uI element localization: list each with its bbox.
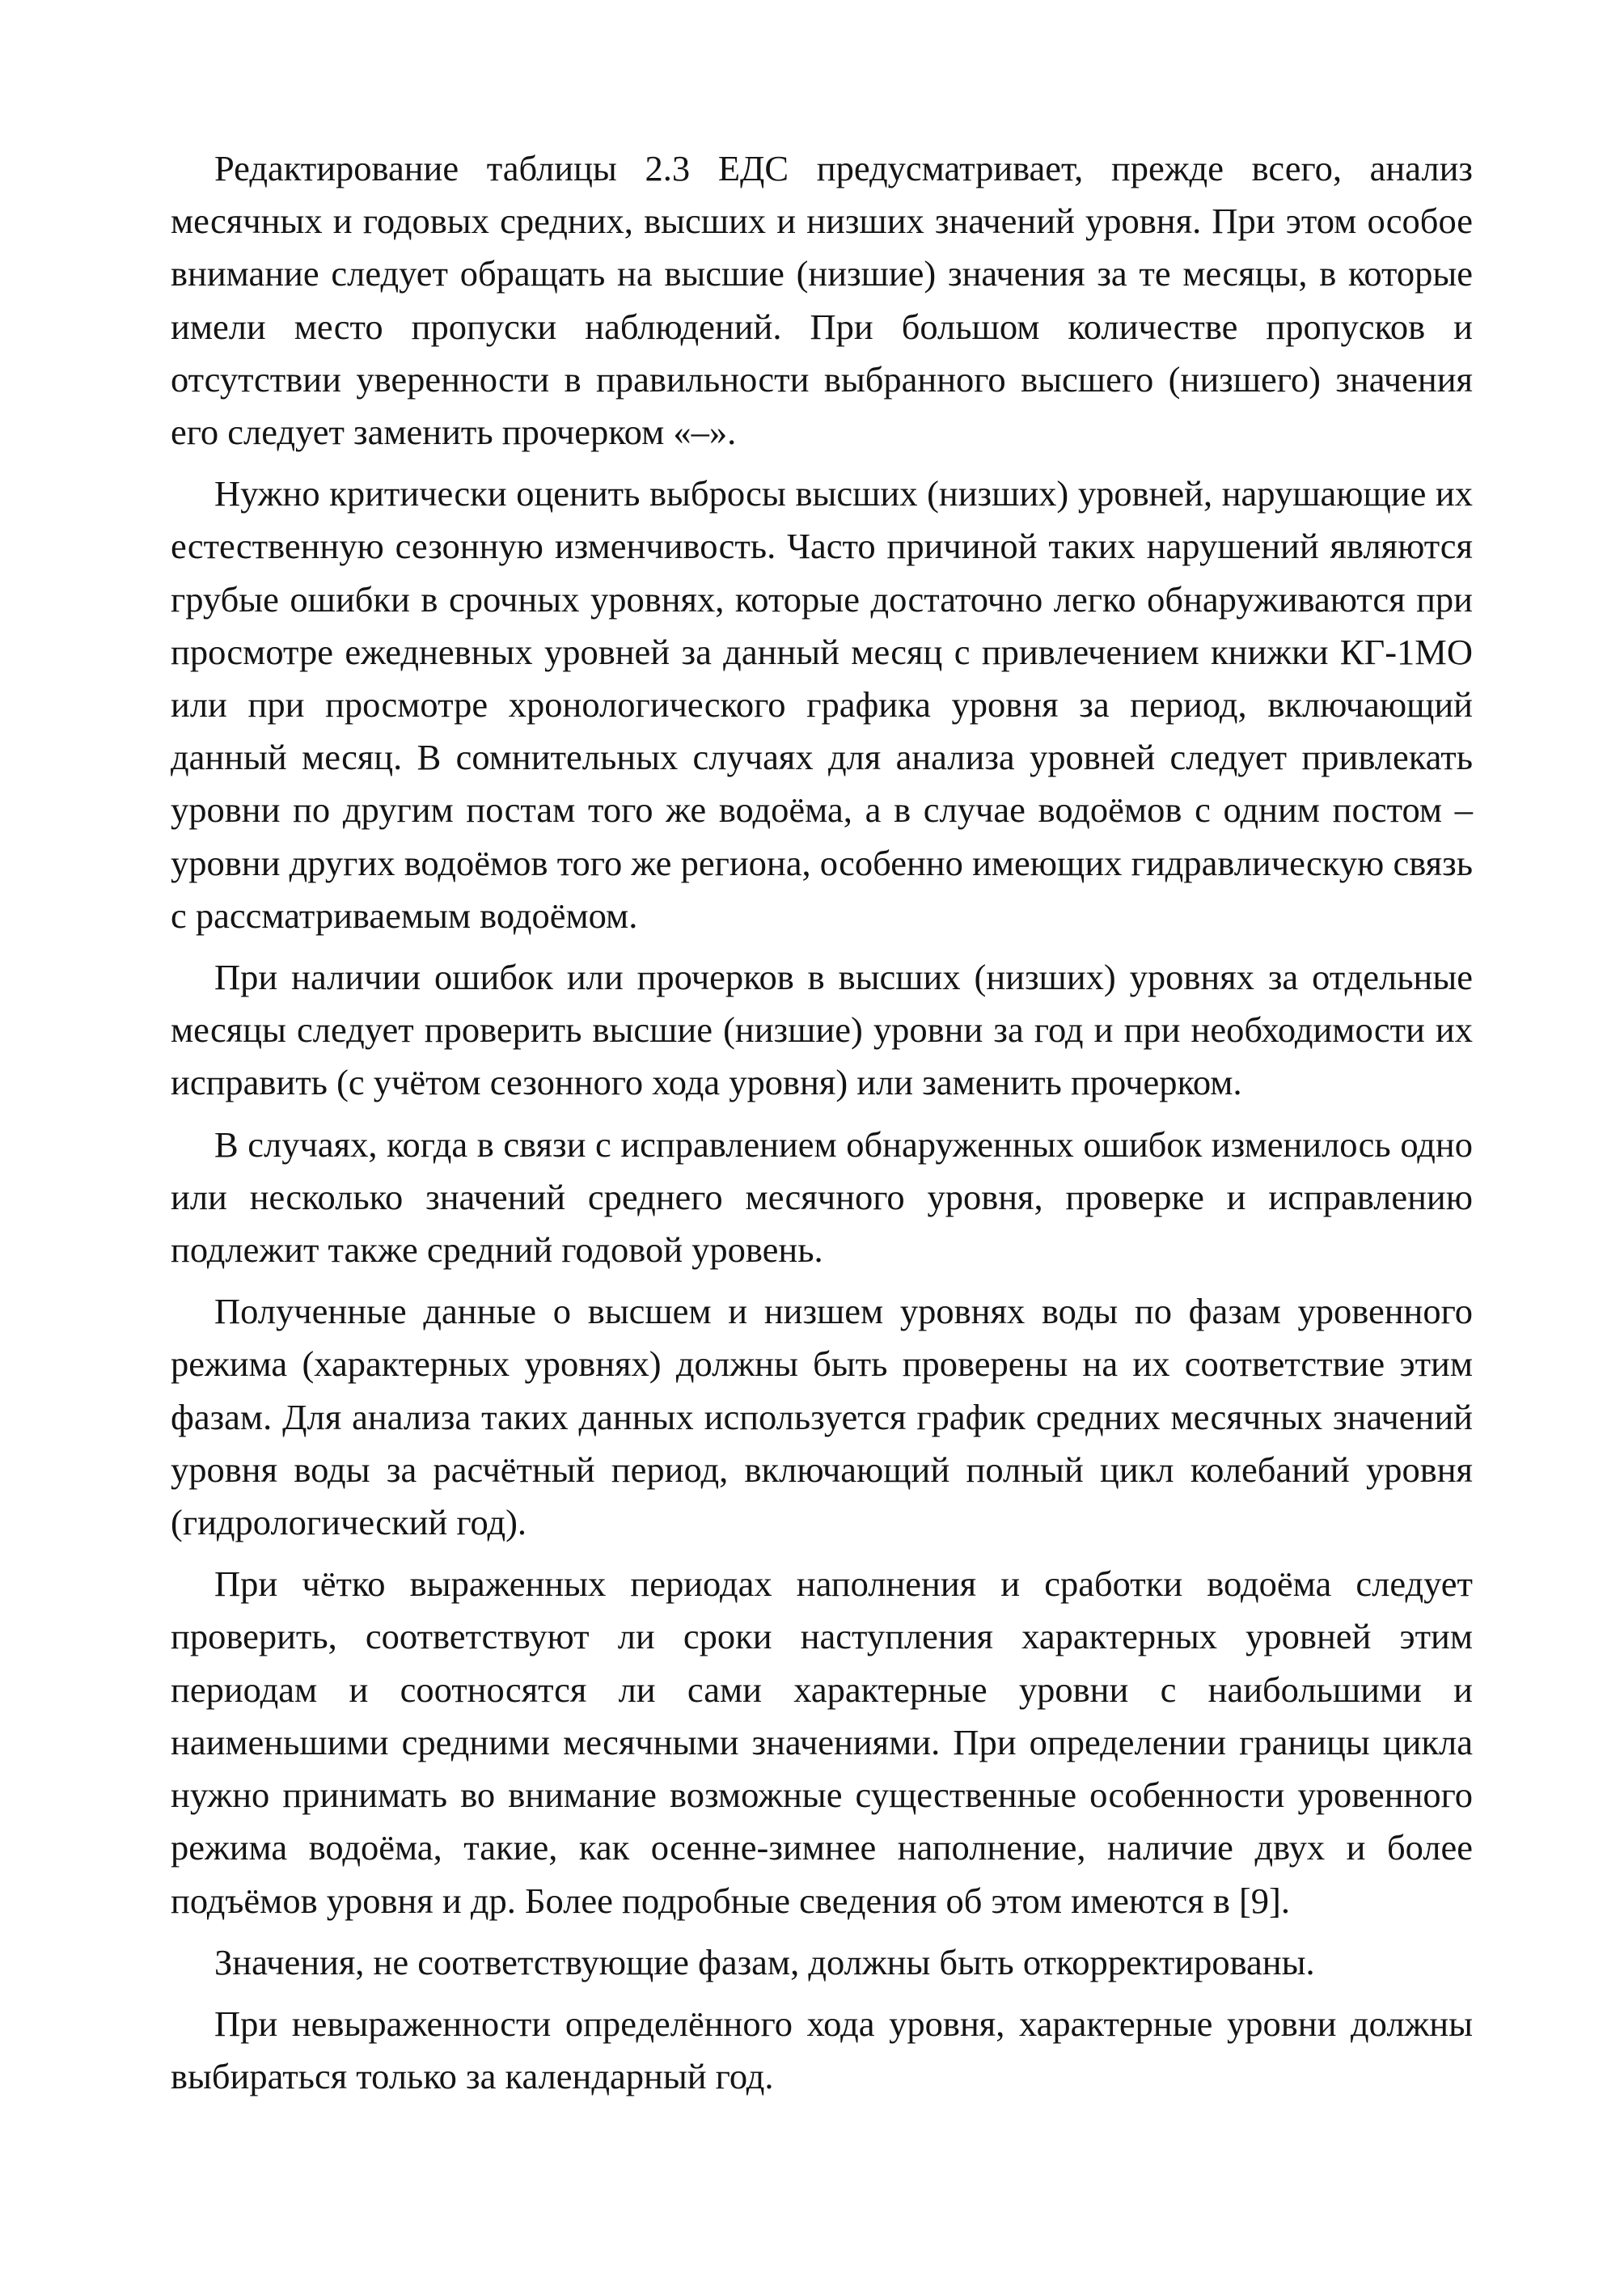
paragraph-8: При невыраженности определённого хода уровня, характерные уровни должны выбираться только за календарный год. bbox=[171, 2003, 1473, 2097]
paragraph-3: При наличии ошибок или прочерков в высших (низших) уровнях за отдельные месяцы следует проверить высшие (низшие) уровни за год и при необходимости их исправить (с учётом сезонного хода уровня) или заменить прочерком. bbox=[171, 957, 1473, 1103]
body-text bbox=[171, 142, 1473, 2112]
paragraph-7: Значения, не соответствующие фазам, должны быть откорректированы. bbox=[214, 1941, 1315, 1982]
paragraph-4: В случаях, когда в связи с исправлением обнаруженных ошибок изменилось одно или несколько значений среднего месячного уровня, проверке и исправлению подлежит также средний годовой уровень. bbox=[171, 1123, 1473, 1271]
paragraph-2: Нужно критически оценить выбросы высших (низших) уровней, нарушающие их естественную сезонную изменчивость. Часто причиной таких нарушений являются грубые ошибки в срочных уровнях, которые достаточно легко обнаруживаются при просмотре ежедневных уровней за данный месяц с привлечением книжки КГ-1МО или при просмотре хронологического графика уровня за период, включающий данный месяц. В сомнительных случаях для анализа уровней следует привлекать уровни по другим постам того же водоёма, а в случае водоёмов с одним постом – уровни других водоёмов того же региона, особенно имеющих гидравлическую связь с рассматриваемым водоёмом. bbox=[171, 473, 1473, 936]
paragraph-1: Редактирование таблицы 2.3 ЕДС предусматривает, прежде всего, анализ месячных и годовых средних, высших и низших значений уровня. При этом особое внимание следует обращать на высшие (низшие) значения за те месяцы, в которые имели место пропуски наблюдений. При большом количестве пропусков и отсутствии уверенности в правильности выбранного высшего (низшего) значения его следует заменить прочерком «–». bbox=[171, 148, 1473, 453]
paragraph-5: Полученные данные о высшем и низшем уровнях воды по фазам уровенного режима (характерных уровнях) должны быть проверены на их соответствие этим фазам. Для анализа таких данных используется график средних месячных значений уровня воды за расчётный период, включающий полный цикл колебаний уровня (гидрологический год). bbox=[171, 1291, 1473, 1543]
paragraph-6: При чётко выраженных периодах наполнения и сработки водоёма следует проверить, соответствуют ли сроки наступления характерных уровней этим периодам и соотносятся ли сами характерные уровни с наибольшими и наименьшими средними месячными значениями. При определении границы цикла нужно принимать во внимание возможные существенные особенности уровенного режима водоёма, такие, как осенне-зимнее наполнение, наличие двух и более подъёмов уровня и др. Более подробные сведения об этом имеются в [9]. bbox=[171, 1563, 1473, 1921]
